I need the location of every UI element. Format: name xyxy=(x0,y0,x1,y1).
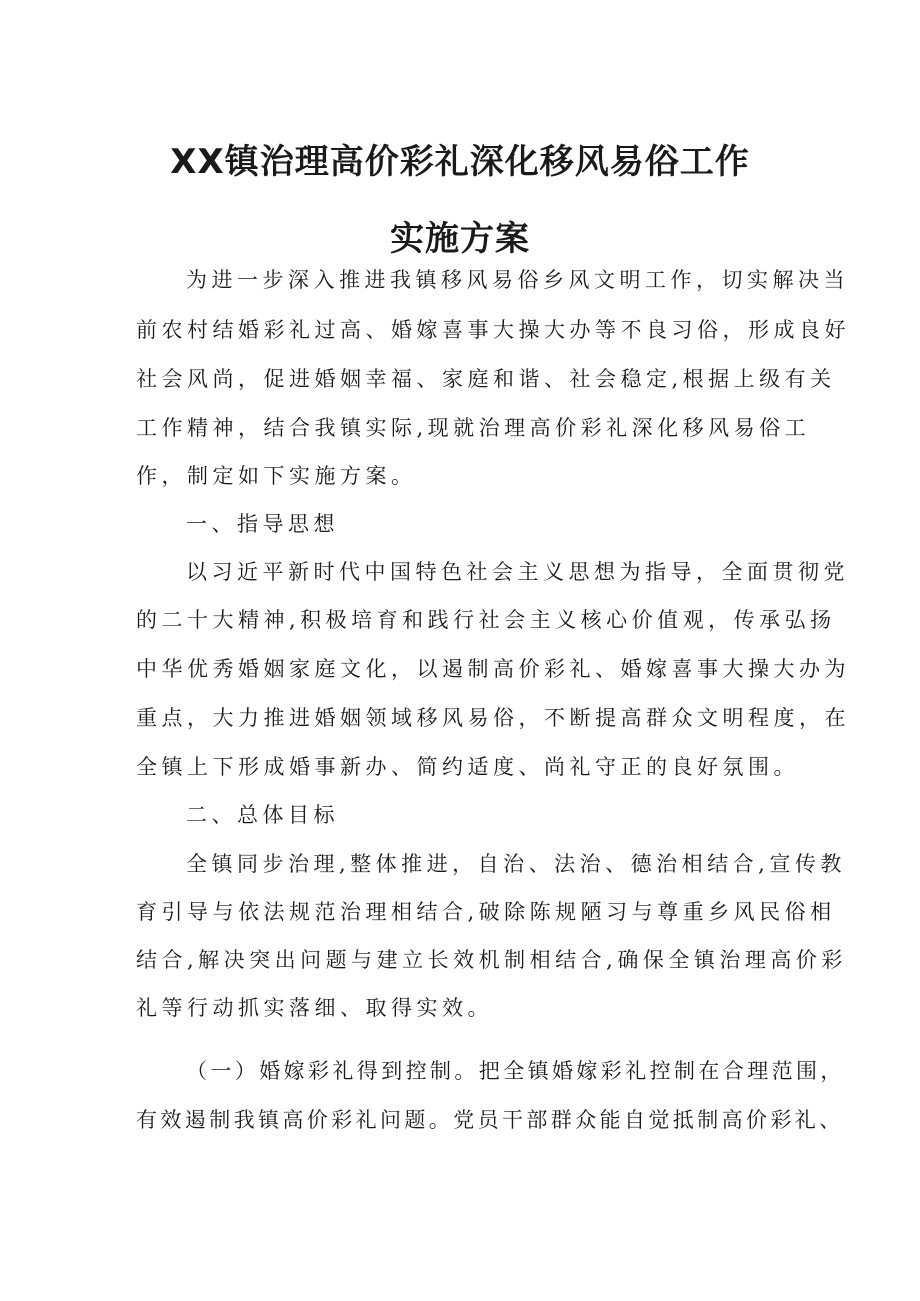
section-heading-guiding-ideology: 一、指导思想 xyxy=(186,512,339,536)
section-2-paragraph-line: 结合,解决突出问题与建立长效机制相结合,确保全镇治理高价彩 xyxy=(136,948,847,972)
document-title-line-2: 实施方案 xyxy=(390,219,530,259)
section-1-paragraph-line: 中华优秀婚姻家庭文化，以遏制高价彩礼、婚嫁喜事大操大办为 xyxy=(136,657,850,681)
item-1-paragraph-line: （一）婚嫁彩礼得到控制。把全镇婚嫁彩礼控制在合理范围， xyxy=(186,1059,845,1083)
section-1-paragraph-line: 全镇上下形成婚事新办、简约适度、尚礼守正的良好氛围。 xyxy=(136,755,799,779)
document-title-line-1: XX镇治理高价彩礼深化移风易俗工作 xyxy=(170,142,750,182)
intro-paragraph-line: 前农村结婚彩礼过高、婚嫁喜事大操大办等不良习俗，形成良好 xyxy=(136,318,850,342)
section-1-paragraph-line: 的二十大精神,积极培育和践行社会主义核心价值观，传承弘扬 xyxy=(136,608,836,632)
intro-paragraph-line: 社会风尚，促进婚姻幸福、家庭和谐、社会稳定,根据上级有关 xyxy=(136,367,836,391)
section-heading-overall-goals: 二、总体目标 xyxy=(186,803,339,827)
section-1-paragraph-line: 以习近平新时代中国特色社会主义思想为指导，全面贯彻党 xyxy=(186,560,849,584)
intro-paragraph-line: 工作精神，结合我镇实际,现就治理高价彩礼深化移风易俗工 xyxy=(136,416,811,440)
intro-paragraph-line: 为进一步深入推进我镇移风易俗乡风文明工作，切实解决当 xyxy=(186,268,849,292)
section-1-paragraph-line: 重点，大力推进婚姻领域移风易俗，不断提高群众文明程度，在 xyxy=(136,706,850,730)
section-2-paragraph-line: 育引导与依法规范治理相结合,破除陈规陋习与尊重乡风民俗相 xyxy=(136,900,836,924)
section-2-paragraph-line: 全镇同步治理,整体推进，自治、法治、德治相结合,宣传教 xyxy=(186,852,846,876)
intro-paragraph-line: 作，制定如下实施方案。 xyxy=(136,464,417,488)
item-1-paragraph-line: 有效遏制我镇高价彩礼问题。党员干部群众能自觉抵制高价彩礼、 xyxy=(136,1108,844,1132)
section-2-paragraph-line: 礼等行动抓实落细、取得实效。 xyxy=(136,996,493,1020)
